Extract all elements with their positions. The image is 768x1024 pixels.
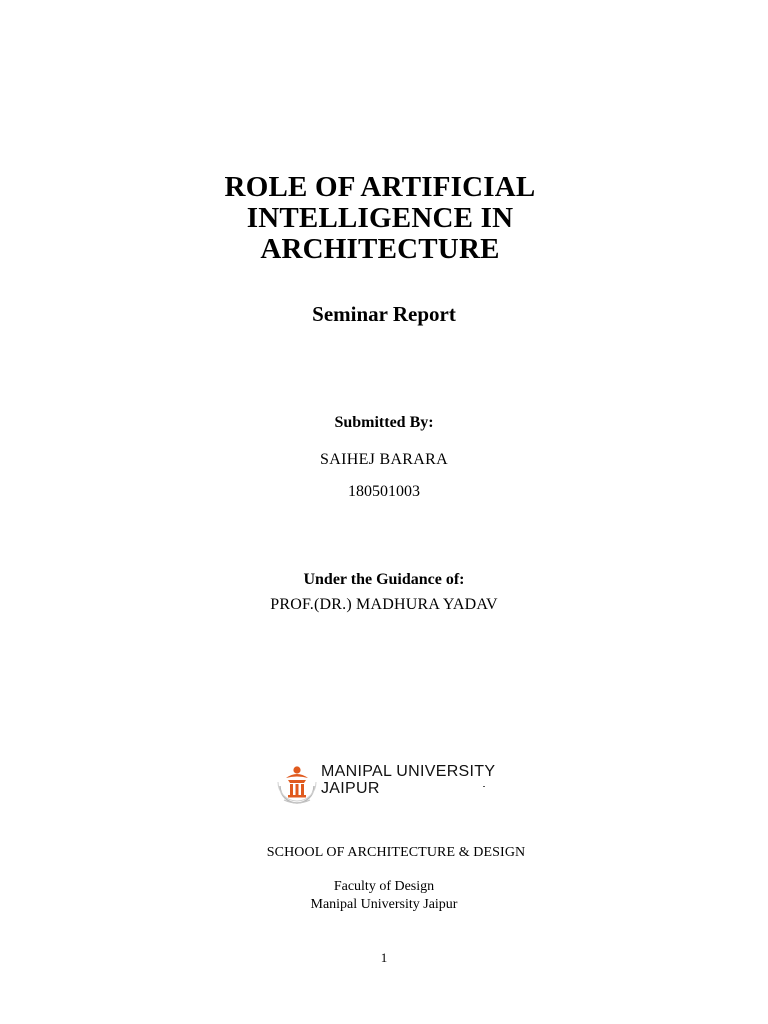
title-line-2: INTELLIGENCE IN (246, 202, 514, 234)
logo-university-name: MANIPAL UNIVERSITY (321, 763, 496, 780)
report-subtitle: Seminar Report (312, 302, 456, 326)
student-name: SAIHEJ BARARA (320, 451, 448, 468)
guidance-label: Under the Guidance of: (303, 571, 465, 588)
university-logo (274, 760, 534, 812)
title-line-3: ARCHITECTURE (260, 233, 500, 265)
stray-mark (483, 786, 485, 787)
student-id: 180501003 (348, 483, 420, 500)
logo-city-name: JAIPUR (321, 780, 380, 797)
faculty-name: Faculty of Design (333, 879, 435, 894)
page-number: 1 (380, 950, 388, 965)
submitted-by-label: Submitted By: (334, 414, 434, 431)
page-title (200, 172, 560, 265)
manipal-emblem-icon (274, 760, 320, 808)
school-name: SCHOOL OF ARCHITECTURE & DESIGN (266, 845, 526, 860)
guide-name: PROF.(DR.) MADHURA YADAV (270, 596, 498, 613)
title-line-1: ROLE OF ARTIFICIAL (224, 171, 536, 203)
university-name: Manipal University Jaipur (310, 897, 458, 912)
